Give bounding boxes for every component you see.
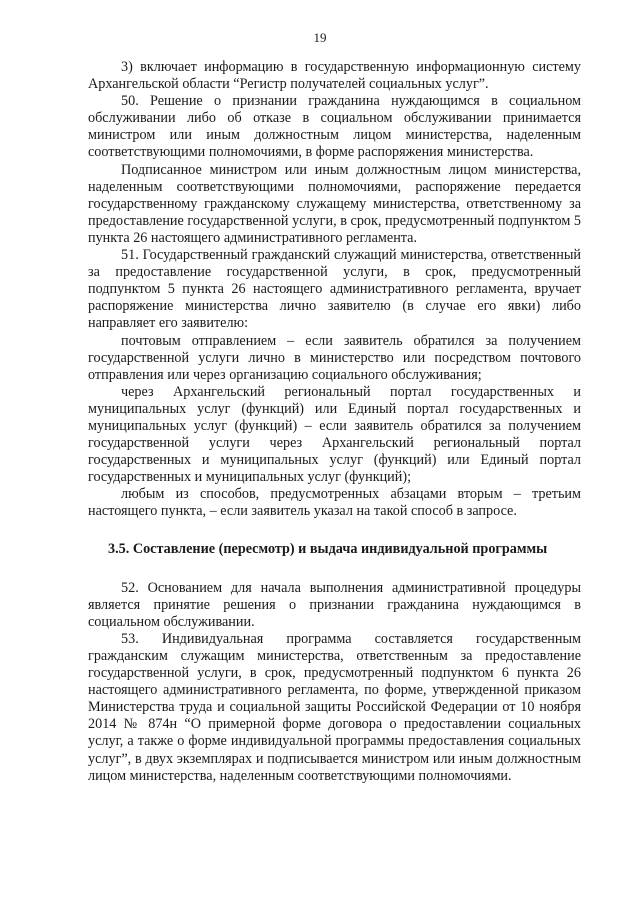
paragraph-50-continued: Подписанное министром или иным должностным лицом министерства, наделенным соответствующими полномочиями, распоряжение передается государственному гражданскому служащему министерства, ответственному за предоставление государственной услуги, в срок, предусмотренный подпунктом 5 пункта 26 настоящего административного регламента. bbox=[88, 161, 581, 246]
paragraph-item-3: 3) включает информацию в государственную информационную систему Архангельской области “Регистр получателей социальных услуг”. bbox=[88, 59, 581, 93]
paragraph-53: 53. Индивидуальная программа составляется государственным гражданским служащим министерства, ответственным за предоставление государственной услуги, в срок, предусмотренный подпунктом 6 пункта 26 настоящего административного регламента, по форме, утвержденной приказом Министерства труда и социальной защиты Российской Федерации от 10 ноября 2014 № 874н “О примерной форме договора о предоставлении социальных услуг, а также о форме индивидуальной программы предоставления социальных услуг”, в двух экземплярах и подписывается министром или иным должностным лицом министерства, наделенным соответствующими полномочиями. bbox=[88, 630, 581, 784]
paragraph-50: 50. Решение о признании гражданина нуждающимся в социальном обслуживании либо об отказе в социальном обслуживании принимается министром или иным должностным лицом министерства, наделенным соответствующими полномочиями, в форме распоряжения министерства. bbox=[88, 93, 581, 161]
paragraph-52: 52. Основанием для начала выполнения административной процедуры является принятие решения о признании гражданина нуждающимся в социальном обслуживании. bbox=[88, 579, 581, 630]
page-number: 19 bbox=[313, 30, 327, 45]
paragraph-51: 51. Государственный гражданский служащий министерства, ответственный за предоставление государственной услуги, в срок, предусмотренный подпунктом 5 пункта 26 настоящего административного регламента, вручает распоряжение министерства лично заявителю (в случае его явки) либо направляет его заявителю: bbox=[88, 247, 581, 332]
paragraph-51-mail: почтовым отправлением – если заявитель обратился за получением государственной услуги лично в министерство или посредством почтового отправления или через организацию социального обслуживания; bbox=[88, 332, 581, 383]
section-heading: 3.5. Составление (пересмотр) и выдача индивидуальной программы bbox=[108, 540, 548, 557]
document-body bbox=[88, 59, 581, 785]
paragraph-51-portal: через Архангельский региональный портал государственных и муниципальных услуг (функций) или Единый портал государственных и муниципальных услуг (функций) – если заявитель обратился за получением государственной услуги через Архангельский региональный портал государственных и муниципальных услуг (функций) или Единый портал государственных и муниципальных услуг (функций); bbox=[88, 383, 581, 486]
paragraph-51-any: любым из способов, предусмотренных абзацами вторым – третьим настоящего пункта, – если заявитель указал на такой способ в запросе. bbox=[88, 486, 581, 520]
